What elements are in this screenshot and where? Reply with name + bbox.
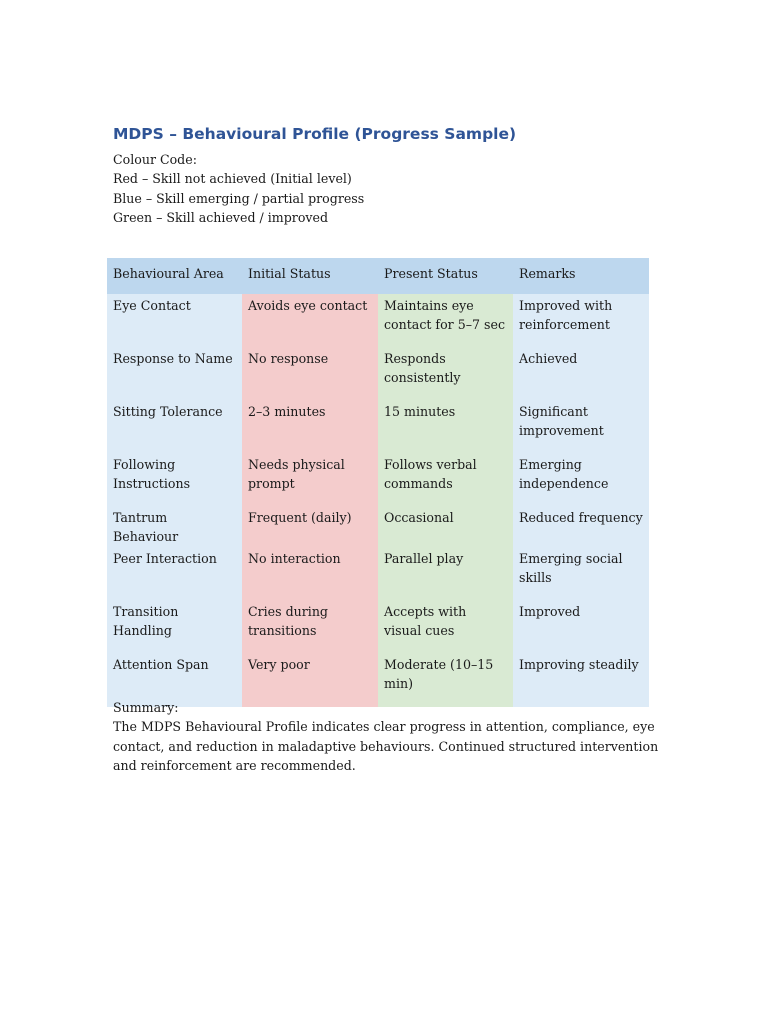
- cell-remarks: Improving steadily: [513, 653, 649, 707]
- cell-present-status: Follows verbal commands: [378, 453, 513, 506]
- cell-initial-status: Cries during transitions: [242, 600, 378, 653]
- summary-section: [113, 698, 661, 775]
- cell-present-status: Responds consistently: [378, 347, 513, 400]
- table-row: [107, 347, 649, 400]
- cell-area: Following Instructions: [107, 453, 242, 506]
- cell-area: Attention Span: [107, 653, 242, 707]
- cell-area: Tantrum Behaviour: [107, 506, 242, 547]
- cell-remarks: Improved with reinforcement: [513, 294, 649, 347]
- legend-heading: Colour Code:: [113, 152, 197, 167]
- cell-area: Peer Interaction: [107, 547, 242, 600]
- summary-text: The MDPS Behavioural Profile indicates clear progress in attention, compliance, eye contact, and reduction in maladaptive behaviours. Continued structured intervention and reinforcement are recommended.: [113, 719, 659, 773]
- header-behavioural-area: Behavioural Area: [107, 258, 242, 294]
- cell-area: Sitting Tolerance: [107, 400, 242, 453]
- cell-initial-status: Frequent (daily): [242, 506, 378, 547]
- cell-area: Eye Contact: [107, 294, 242, 347]
- cell-remarks: Achieved: [513, 347, 649, 400]
- cell-area: Transition Handling: [107, 600, 242, 653]
- legend-item-blue: Blue – Skill emerging / partial progress: [113, 190, 365, 206]
- cell-initial-status: Needs physical prompt: [242, 453, 378, 506]
- table-row: [107, 600, 649, 653]
- cell-present-status: Moderate (10–15 min): [378, 653, 513, 707]
- header-initial-status: Initial Status: [242, 258, 378, 294]
- table-row: [107, 400, 649, 453]
- cell-present-status: Occasional: [378, 506, 513, 547]
- cell-remarks: Reduced frequency: [513, 506, 649, 547]
- cell-initial-status: No response: [242, 347, 378, 400]
- cell-initial-status: 2–3 minutes: [242, 400, 378, 453]
- table-row: [107, 547, 649, 600]
- table-row: [107, 294, 649, 347]
- cell-remarks: Improved: [513, 600, 649, 653]
- cell-initial-status: Very poor: [242, 653, 378, 707]
- cell-present-status: 15 minutes: [378, 400, 513, 453]
- cell-initial-status: No interaction: [242, 547, 378, 600]
- cell-area: Response to Name: [107, 347, 242, 400]
- legend-item-red: Red – Skill not achieved (Initial level): [113, 171, 352, 187]
- page-title: MDPS – Behavioural Profile (Progress Sample): [113, 125, 517, 143]
- table-header-row: [107, 258, 649, 294]
- table-row: [107, 506, 649, 547]
- header-remarks: Remarks: [513, 258, 649, 294]
- cell-remarks: Significant improvement: [513, 400, 649, 453]
- cell-present-status: Parallel play: [378, 547, 513, 600]
- header-present-status: Present Status: [378, 258, 513, 294]
- cell-present-status: Accepts with visual cues: [378, 600, 513, 653]
- cell-present-status: Maintains eye contact for 5–7 sec: [378, 294, 513, 347]
- cell-remarks: Emerging independence: [513, 453, 649, 506]
- cell-remarks: Emerging social skills: [513, 547, 649, 600]
- table-row: [107, 453, 649, 506]
- colour-code-legend: [113, 150, 364, 227]
- cell-initial-status: Avoids eye contact: [242, 294, 378, 347]
- behavioural-profile-table: [107, 258, 649, 707]
- legend-item-green: Green – Skill achieved / improved: [113, 209, 329, 225]
- summary-heading: Summary:: [113, 700, 179, 715]
